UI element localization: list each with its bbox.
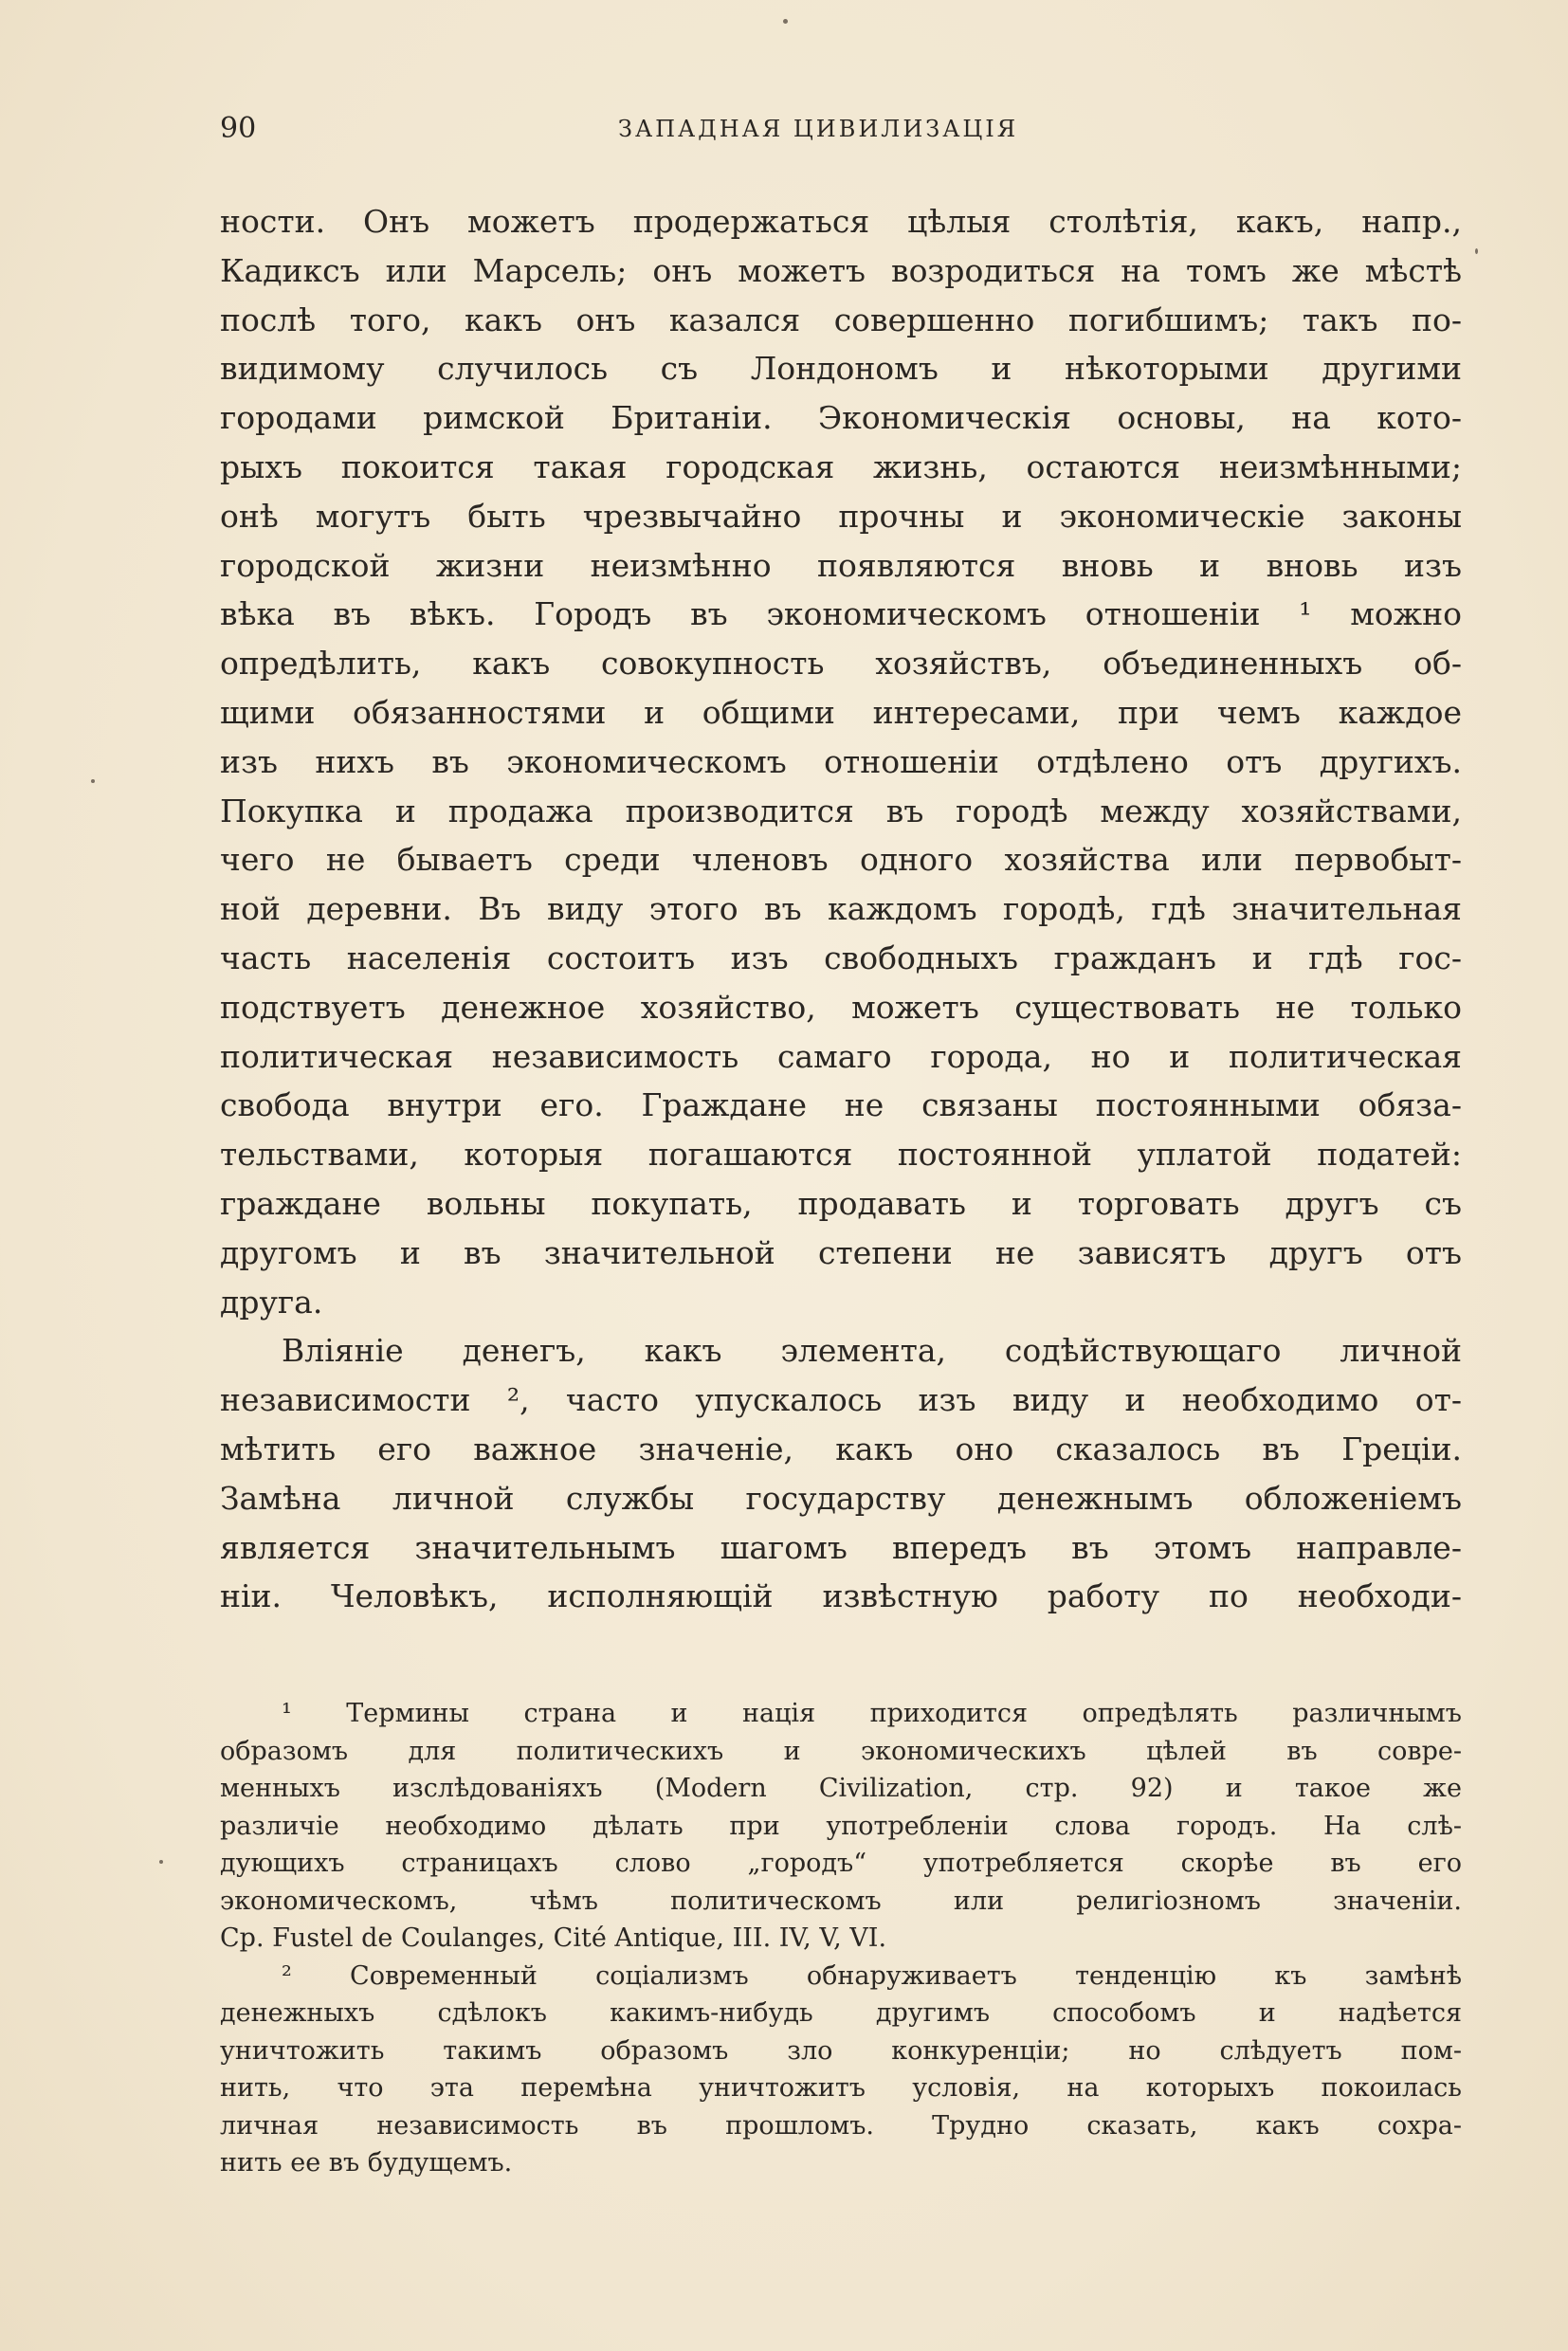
text-line: друга. <box>220 1283 323 1321</box>
text-line: политическая независимость самаго города, но и политическая <box>220 1037 1462 1075</box>
footnote-line: дующихъ страницахъ слово „городъ“ употребляется скорѣе въ его <box>220 1849 1462 1878</box>
running-title: ЗАПАДНАЯ ЦИВИЛИЗАЦІЯ <box>618 116 1019 142</box>
paper-speck <box>1475 248 1478 254</box>
text-line: ности. Онъ можетъ продержаться цѣлыя столѣтія, какъ, напр., <box>220 203 1462 240</box>
text-line: является значительнымъ шагомъ впередъ въ этомъ направле- <box>220 1528 1462 1566</box>
paper-speck <box>91 779 95 783</box>
text-line: независимости ², часто упускалось изъ виду и необходимо от- <box>220 1381 1462 1419</box>
text-line: мѣтить его важное значеніе, какъ оно сказалось въ Греціи. <box>220 1430 1462 1467</box>
footnote-line: денежныхъ сдѣлокъ какимъ-нибудь другимъ способомъ и надѣется <box>220 1998 1462 2028</box>
text-line: вѣка въ вѣкъ. Городъ въ экономическомъ отношеніи ¹ можно <box>220 595 1462 633</box>
footnote-line: уничтожить такимъ образомъ зло конкуренціи; но слѣдуетъ пом- <box>220 2035 1462 2066</box>
paragraph-start-line: Вліяніе денегъ, какъ элемента, содѣйствующаго личной <box>282 1332 1462 1370</box>
footnote-line: Ср. Fustel de Coulanges, Cité Antique, III. IV, V, VI. <box>220 1923 887 1953</box>
text-line: подствуетъ денежное хозяйство, можетъ существовать не только <box>220 988 1462 1026</box>
text-line: городской жизни неизмѣнно появляются вновь и вновь изъ <box>220 546 1462 584</box>
page-header <box>220 112 1462 150</box>
text-line: тельствами, которыя погашаются постоянной уплатой податей: <box>220 1136 1462 1174</box>
text-line: рыхъ покоится такая городская жизнь, остаются неизмѣнными; <box>220 447 1462 485</box>
text-line: свобода внутри его. Граждане не связаны постоянными обяза- <box>220 1086 1462 1124</box>
footnote-line: нить ее въ будущемъ. <box>220 2148 513 2178</box>
text-line: ной деревни. Въ виду этого въ каждомъ городѣ, гдѣ значительная <box>220 890 1462 928</box>
text-line: изъ нихъ въ экономическомъ отношеніи отдѣлено отъ другихъ. <box>220 742 1462 780</box>
main-text <box>220 197 1462 1621</box>
paper-speck <box>783 19 788 24</box>
footnote-line: различіе необходимо дѣлать при употребленіи слова городъ. На слѣ- <box>220 1811 1462 1841</box>
text-line: часть населенія состоитъ изъ свободныхъ гражданъ и гдѣ гос- <box>220 939 1462 976</box>
text-line: Кадиксъ или Марсель; онъ можетъ возродиться на томъ же мѣстѣ <box>220 251 1462 289</box>
footnote-1-start: ¹ Термины страна и нація приходится опредѣлять различнымъ <box>282 1699 1462 1728</box>
text-line: городами римской Британіи. Экономическія основы, на кото- <box>220 399 1462 437</box>
footnotes <box>220 1695 1462 2182</box>
footnote-line: менныхъ изслѣдованіяхъ (Modern Civilization, стр. 92) и такое же <box>220 1774 1462 1803</box>
text-line: послѣ того, какъ онъ казался совершенно погибшимъ; такъ по- <box>220 301 1462 338</box>
text-line: ніи. Человѣкъ, исполняющій извѣстную работу по необходи- <box>220 1577 1462 1615</box>
text-line: чего не бываетъ среди членовъ одного хозяйства или первобыт- <box>220 841 1462 879</box>
text-line: Покупка и продажа производится въ городѣ между хозяйствами, <box>220 792 1462 829</box>
paper-speck <box>159 1860 163 1864</box>
text-line: другомъ и въ значительной степени не зависятъ другъ отъ <box>220 1233 1462 1271</box>
text-line: опредѣлить, какъ совокупность хозяйствъ, объединенныхъ об- <box>220 645 1462 683</box>
footnote-line: образомъ для политическихъ и экономическихъ цѣлей въ совре- <box>220 1736 1462 1766</box>
text-line: Замѣна личной службы государству денежнымъ обложеніемъ <box>220 1479 1462 1517</box>
text-line: видимому случилось съ Лондономъ и нѣкоторыми другими <box>220 350 1462 388</box>
text-line: щими обязанностями и общими интересами, при чемъ каждое <box>220 693 1462 731</box>
text-line: граждане вольны покупать, продавать и торговать другъ съ <box>220 1184 1462 1222</box>
text-line: онѣ могутъ быть чрезвычайно прочны и экономическіе законы <box>220 497 1462 535</box>
footnote-line: нить, что эта перемѣна уничтожитъ условія, на которыхъ покоилась <box>220 2073 1462 2103</box>
footnote-line: экономическомъ, чѣмъ политическомъ или религіозномъ значеніи. <box>220 1886 1462 1916</box>
page-number: 90 <box>220 112 257 145</box>
footnote-line: личная независимость въ прошломъ. Трудно сказать, какъ сохра- <box>220 2110 1462 2141</box>
footnote-2-start: ² Современный соціализмъ обнаруживаетъ тенденцію къ замѣнѣ <box>282 1960 1462 1991</box>
